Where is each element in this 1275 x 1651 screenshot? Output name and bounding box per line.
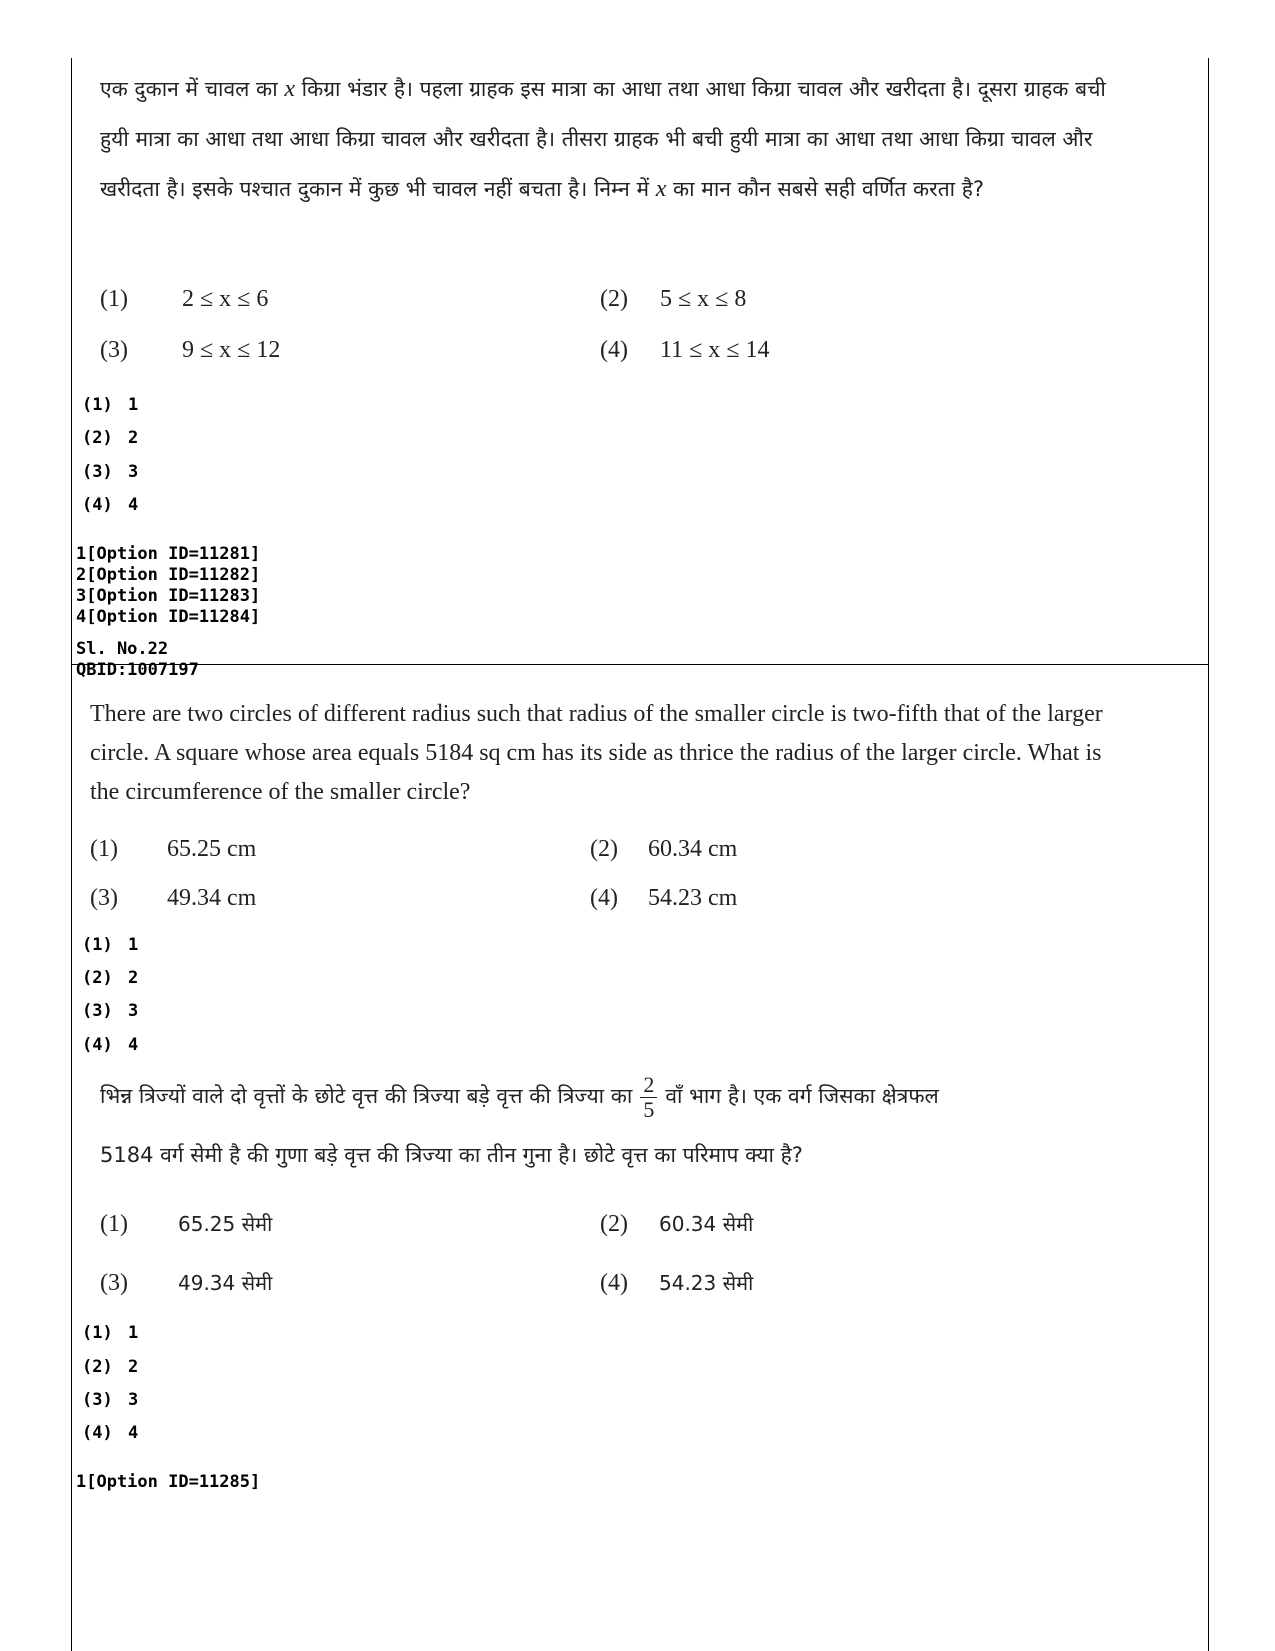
q21-text-part-2: किग्रा भंडार है। पहला ग्राहक इस मात्रा का आधा तथा आधा किग्रा चावल और खरीदता है। दूसरा ग्राहक बची हुयी मात्रा का आधा तथा आधा किग्रा चावल और खरीदता है। तीसरा ग्राहक भी बची हुयी मात्रा का आधा तथा आधा किग्रा चावल और खरीदता है। इसके पश्चात दुकान में कुछ भी चावल नहीं बचता है। निम्न में <box>100 77 1106 201</box>
option-value: 60.34 सेमी <box>659 1212 754 1236</box>
q21-option-4 <box>600 337 769 364</box>
q22-answer-en-2 <box>82 968 138 988</box>
option-value: 49.34 सेमी <box>178 1271 273 1295</box>
option-value: 2 ≤ x ≤ 6 <box>182 286 269 312</box>
option-number: (3) <box>90 885 118 911</box>
q22-option-en-1 <box>90 836 256 863</box>
option-number: (3) <box>100 1270 128 1296</box>
option-number: (1) <box>90 836 118 862</box>
answer-number: (4) <box>82 1035 113 1055</box>
answer-value: 4 <box>128 1423 139 1443</box>
answer-value: 2 <box>128 968 139 988</box>
option-value: 60.34 cm <box>648 836 738 862</box>
q22-question-text-hi-line-1 <box>100 1068 1130 1124</box>
option-value: 54.23 सेमी <box>659 1271 754 1295</box>
answer-number: (1) <box>82 395 113 415</box>
option-number: (3) <box>100 337 128 363</box>
option-number: (1) <box>100 1211 128 1237</box>
q22-answer-hi-1 <box>82 1323 138 1343</box>
q22-answer-hi-4 <box>82 1423 138 1443</box>
two-fifth-fraction <box>640 1073 657 1122</box>
answer-number: (3) <box>82 1001 113 1021</box>
q22-hi-text-part-2: वाँ भाग है। एक वर्ग जिसका क्षेत्रफल <box>665 1084 939 1108</box>
option-number: (4) <box>590 885 618 911</box>
answer-value: 2 <box>128 1357 139 1377</box>
q21-option-2 <box>600 286 746 313</box>
q22-option-en-3 <box>90 885 256 912</box>
answer-value: 1 <box>128 395 139 415</box>
answer-number: (3) <box>82 462 113 482</box>
option-value: 65.25 cm <box>167 836 257 862</box>
q21-option-id-3: 3[Option ID=11283] <box>76 586 261 606</box>
q22-option-hi-2 <box>600 1210 753 1238</box>
answer-number: (4) <box>82 495 113 515</box>
q21-answer-2 <box>82 428 138 448</box>
option-value: 54.23 cm <box>648 885 738 911</box>
q21-question-text <box>100 64 1125 214</box>
option-number: (1) <box>100 286 128 312</box>
answer-value: 4 <box>128 495 139 515</box>
fraction-denominator: 5 <box>643 1096 655 1122</box>
fraction-numerator: 2 <box>640 1073 657 1098</box>
q22-answer-hi-3 <box>82 1390 138 1410</box>
q22-question-text-en: There are two circles of different radius such that radius of the smaller circle is two-fifth that of the larger circle. A square whose area equals 5184 sq cm has its side as thrice the radius of the larger circle. What is the circumference of the smaller circle? <box>90 701 1103 805</box>
option-value: 11 ≤ x ≤ 14 <box>660 337 770 363</box>
q21-option-3 <box>100 337 280 364</box>
option-number: (2) <box>600 286 628 312</box>
q21-variable: x <box>284 76 295 102</box>
qbid: QBID:1007197 <box>76 660 199 680</box>
q22-option-en-2 <box>590 836 737 863</box>
answer-value: 3 <box>128 462 139 482</box>
answer-value: 3 <box>128 1001 139 1021</box>
answer-number: (1) <box>82 1323 113 1343</box>
q21-option-id-4: 4[Option ID=11284] <box>76 607 261 627</box>
answer-value: 4 <box>128 1035 139 1055</box>
option-number: (2) <box>590 836 618 862</box>
answer-value: 2 <box>128 428 139 448</box>
answer-number: (2) <box>82 1357 113 1377</box>
q21-text-part-1: एक दुकान में चावल का <box>100 77 285 101</box>
q21-text-part-3: का मान कौन सबसे सही वर्णित करता है? <box>666 177 985 201</box>
serial-number: Sl. No.22 <box>76 639 169 659</box>
q22-answer-en-3 <box>82 1001 138 1021</box>
answer-value: 3 <box>128 1390 139 1410</box>
option-value: 49.34 cm <box>167 885 257 911</box>
option-value: 9 ≤ x ≤ 12 <box>182 337 281 363</box>
option-value: 65.25 सेमी <box>178 1212 273 1236</box>
answer-number: (1) <box>82 935 113 955</box>
q22-question-text-hi-line-2: 5184 वर्ग सेमी है की गुणा बड़े वृत्त की त्रिज्या का तीन गुना है। छोटे वृत्त का परिमाप क्या है? <box>100 1143 803 1167</box>
q22-option-hi-3 <box>100 1269 272 1297</box>
q21-variable: x <box>655 176 667 202</box>
question-separator <box>72 664 1208 665</box>
q21-answer-1 <box>82 395 138 415</box>
q21-option-id-1: 1[Option ID=11281] <box>76 544 261 564</box>
option-number: (4) <box>600 337 628 363</box>
option-number: (2) <box>600 1211 628 1237</box>
q21-option-1 <box>100 286 268 313</box>
option-value: 5 ≤ x ≤ 8 <box>660 286 747 312</box>
q22-answer-hi-2 <box>82 1357 138 1377</box>
q22-hi-text-part-1: भिन्न त्रिज्यों वाले दो वृत्तों के छोटे वृत्त की त्रिज्या बड़े वृत्त की त्रिज्या का <box>100 1084 633 1108</box>
q22-option-hi-4 <box>600 1269 753 1297</box>
option-number: (4) <box>600 1270 628 1296</box>
answer-number: (4) <box>82 1423 113 1443</box>
q21-option-id-2: 2[Option ID=11282] <box>76 565 261 585</box>
q22-option-en-4 <box>590 885 737 912</box>
answer-value: 1 <box>128 935 139 955</box>
answer-number: (2) <box>82 968 113 988</box>
q21-answer-4 <box>82 495 138 515</box>
answer-number: (2) <box>82 428 113 448</box>
q22-option-id-1: 1[Option ID=11285] <box>76 1472 261 1492</box>
q21-answer-3 <box>82 462 138 482</box>
q22-answer-en-1 <box>82 935 138 955</box>
q22-option-hi-1 <box>100 1210 272 1238</box>
answer-value: 1 <box>128 1323 139 1343</box>
answer-number: (3) <box>82 1390 113 1410</box>
q22-answer-en-4 <box>82 1035 138 1055</box>
